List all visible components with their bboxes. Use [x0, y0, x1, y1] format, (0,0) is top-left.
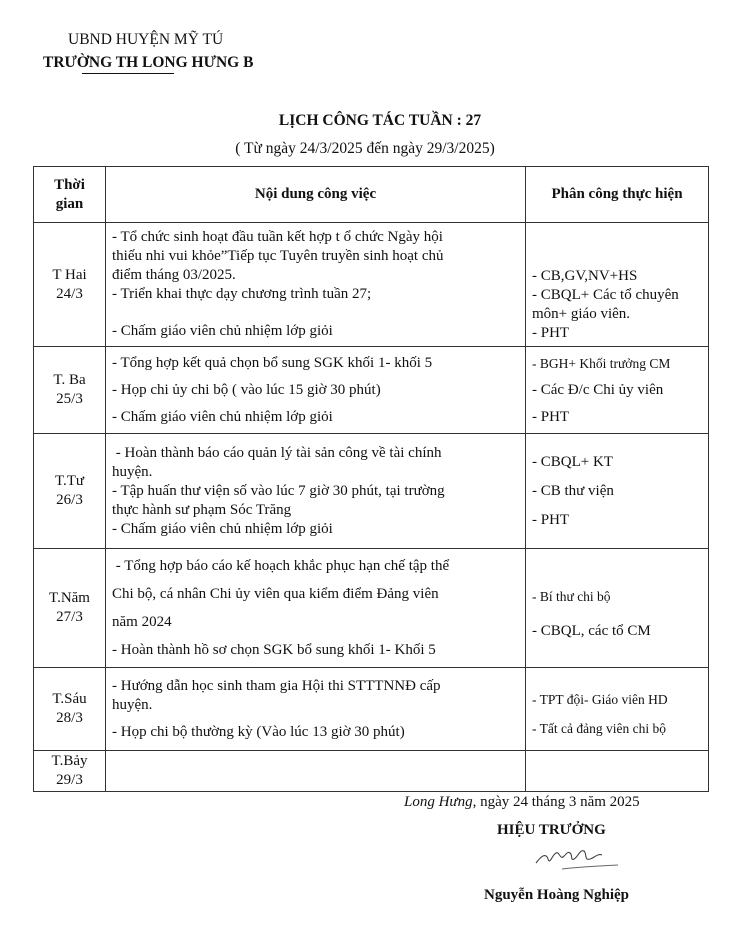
place-date: [404, 794, 640, 811]
content-cell: - Hướng dẫn học sinh tham gia Hội thi STTTNNĐ cấp huyện. - Họp chi bộ thường kỳ (Vào lúc 13 giờ 30 phút): [106, 668, 526, 751]
table-row: [34, 223, 709, 347]
day-cell: T.Sáu 28/3: [34, 668, 106, 751]
document-title: LỊCH CÔNG TÁC TUẦN : 27: [278, 112, 482, 129]
header-assign: Phân công thực hiện: [526, 167, 709, 223]
header-time: Thời gian: [34, 167, 106, 223]
table-header-row: [34, 167, 709, 223]
day-cell: T. Ba 25/3: [34, 347, 106, 434]
content-cell: - Tổng hợp kết quả chọn bổ sung SGK khối 1- khối 5 - Họp chi ủy chi bộ ( vào lúc 15 giờ 30 phút) - Chấm giáo viên chủ nhiệm lớp giỏi: [106, 347, 526, 434]
assign-cell: - BGH+ Khối trưởng CM - Các Đ/c Chi ủy viên - PHT: [526, 347, 709, 434]
assign-cell: - CB,GV,NV+HS - CBQL+ Các tổ chuyên môn+ giáo viên. - PHT: [526, 223, 709, 347]
content-cell: [106, 751, 526, 792]
table-row: [34, 751, 709, 792]
place: Long Hưng: [404, 794, 473, 810]
day-cell: T.Bảy 29/3: [34, 751, 106, 792]
table-row: [34, 668, 709, 751]
assign-cell: - Bí thư chi bộ - CBQL, các tổ CM: [526, 549, 709, 668]
assign-cell: - TPT đội- Giáo viên HD - Tất cả đảng viên chi bộ: [526, 668, 709, 751]
school-name: TRƯỜNG TH LONG HƯNG B: [43, 54, 254, 71]
content-cell: - Tổ chức sinh hoạt đầu tuần kết hợp t ổ chức Ngày hội thiếu nhi vui khỏe”Tiếp tục Tuyên truyền sinh hoạt chủ điểm tháng 03/2025. - Triển khai thực dạy chương trình tuần 27; - Chấm giáo viên chủ nhiệm lớp giỏi: [106, 223, 526, 347]
assign-cell: [526, 751, 709, 792]
signature: [532, 843, 622, 877]
table-row: [34, 347, 709, 434]
header-content: Nội dung công việc: [106, 167, 526, 223]
table-row: [34, 549, 709, 668]
schedule-table: [33, 166, 709, 792]
day-cell: T.Năm 27/3: [34, 549, 106, 668]
date-text: , ngày 24 tháng 3 năm 2025: [472, 794, 640, 810]
content-cell: - Tổng hợp báo cáo kế hoạch khắc phục hạn chế tập thể Chi bộ, cá nhân Chi ủy viên qua kiểm điểm Đảng viên năm 2024 - Hoàn thành hồ sơ chọn SGK bổ sung khối 1- Khối 5: [106, 549, 526, 668]
day-cell: T.Tư 26/3: [34, 434, 106, 549]
signer-name: Nguyễn Hoàng Nghiệp: [484, 887, 630, 903]
day-cell: T Hai 24/3: [34, 223, 106, 347]
content-cell: - Hoàn thành báo cáo quản lý tài sản công về tài chính huyện. - Tập huấn thư viện số vào lúc 7 giờ 30 phút, tại trường thực hành sư phạm Sóc Trăng - Chấm giáo viên chủ nhiệm lớp giỏi: [106, 434, 526, 549]
org-name: UBND HUYỆN MỸ TÚ: [68, 31, 224, 48]
assign-cell: - CBQL+ KT - CB thư viện - PHT: [526, 434, 709, 549]
table-row: [34, 434, 709, 549]
date-range: ( Từ ngày 24/3/2025 đến ngày 29/3/2025): [235, 140, 495, 157]
school-underline: [82, 73, 174, 74]
signer-role: HIỆU TRƯỞNG: [497, 822, 606, 838]
